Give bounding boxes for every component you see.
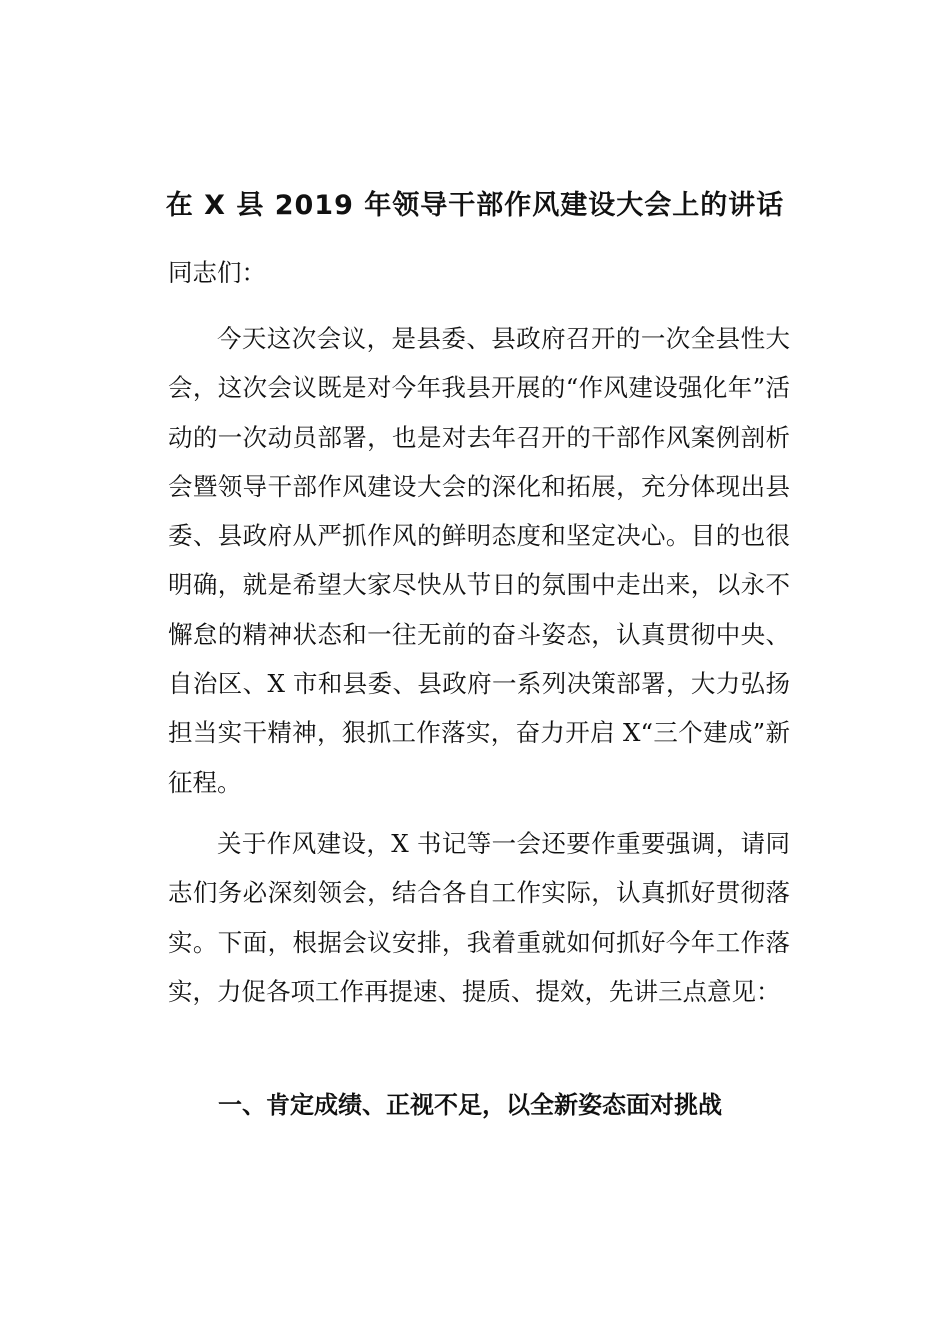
paragraph-arrangement: 关于作风建设，X 书记等一会还要作重要强调，请同志们务必深刻领会，结合各自工作实际，认真抓好贯彻落实。下面，根据会议安排，我着重就如何抓好今年工作落实，力促各项工作再提速、提质、提效，先讲三点意见： [168, 829, 790, 1006]
section-heading: 一、肯定成绩、正视不足，以全新姿态面对挑战 [218, 1091, 722, 1119]
salutation: 同志们： [168, 258, 266, 287]
document-title: 在 X 县 2019 年领导干部作风建设大会上的讲话 [165, 190, 785, 222]
paragraph-opening: 今天这次会议，是县委、县政府召开的一次全县性大会，这次会议既是对今年我县开展的“作风建设强化年”活动的一次动员部署，也是对去年召开的干部作风案例剖析会暨领导干部作风建设大会的深化和拓展，充分体现出县委、县政府从严抓作风的鲜明态度和坚定决心。目的也很明确，就是希望大家尽快从节日的氛围中走出来，以永不懈怠的精神状态和一往无前的奋斗姿态，认真贯彻中央、自治区、X 市和县委、县政府一系列决策部署，大力弘扬担当实干精神，狠抓工作落实，奋力开启 X“三个建成”新征程。 [168, 324, 790, 797]
